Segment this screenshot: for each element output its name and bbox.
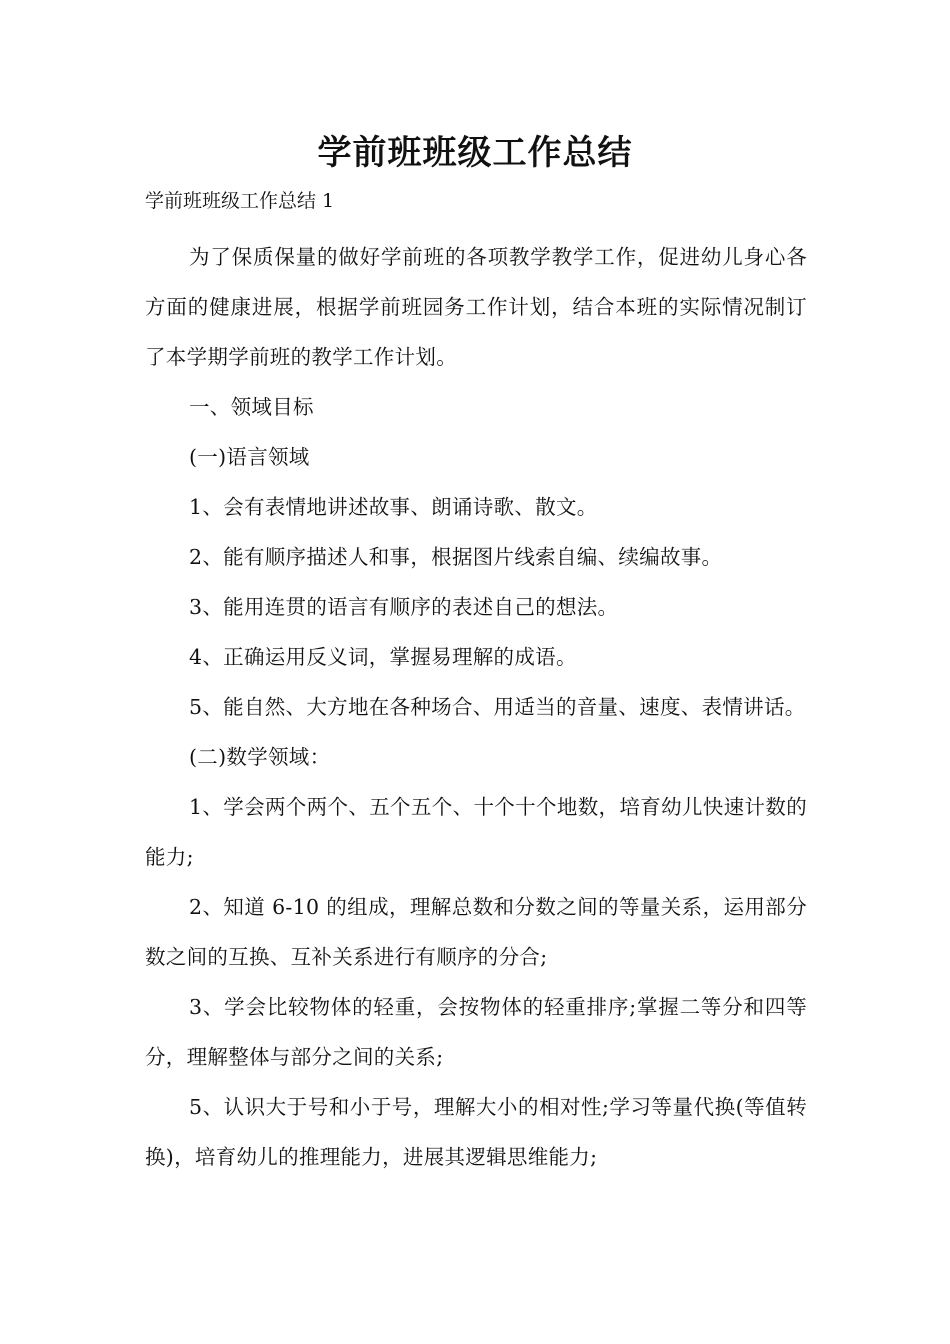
list-item-math-5: 5、认识大于号和小于号，理解大小的相对性;学习等量代换(等值转换)，培育幼儿的推理能力，进展其逻辑思维能力; — [145, 1095, 807, 1169]
list-item-language-2: 2、能有顺序描述人和事，根据图片线索自编、续编故事。 — [189, 545, 723, 569]
list-item-language-3: 3、能用连贯的语言有顺序的表述自己的想法。 — [189, 595, 619, 619]
list-item-math-1: 1、学会两个两个、五个五个、十个十个地数，培育幼儿快速计数的能力; — [145, 795, 807, 869]
paragraph-intro: 为了保质保量的做好学前班的各项教学教学工作，促进幼儿身心各方面的健康进展，根据学前班园务工作计划，结合本班的实际情况制订了本学期学前班的教学工作计划。 — [145, 245, 807, 369]
document-body — [145, 232, 807, 1182]
document-subtitle: 学前班班级工作总结 1 — [145, 190, 335, 212]
list-item-language-4: 4、正确运用反义词，掌握易理解的成语。 — [189, 645, 577, 669]
subsection-heading-language: (一)语言领域 — [189, 445, 310, 469]
section-heading-goals: 一、领域目标 — [189, 395, 314, 419]
document-title: 学前班班级工作总结 — [317, 133, 633, 173]
list-item-math-2: 2、知道 6-10 的组成，理解总数和分数之间的等量关系，运用部分数之间的互换、互补关系进行有顺序的分合; — [145, 895, 807, 969]
list-item-math-3: 3、学会比较物体的轻重，会按物体的轻重排序;掌握二等分和四等分，理解整体与部分之间的关系; — [145, 995, 807, 1069]
list-item-language-1: 1、会有表情地讲述故事、朗诵诗歌、散文。 — [189, 495, 598, 519]
subsection-heading-math: (二)数学领域： — [189, 745, 331, 769]
list-item-language-5: 5、能自然、大方地在各种场合、用适当的音量、速度、表情讲话。 — [189, 695, 806, 719]
